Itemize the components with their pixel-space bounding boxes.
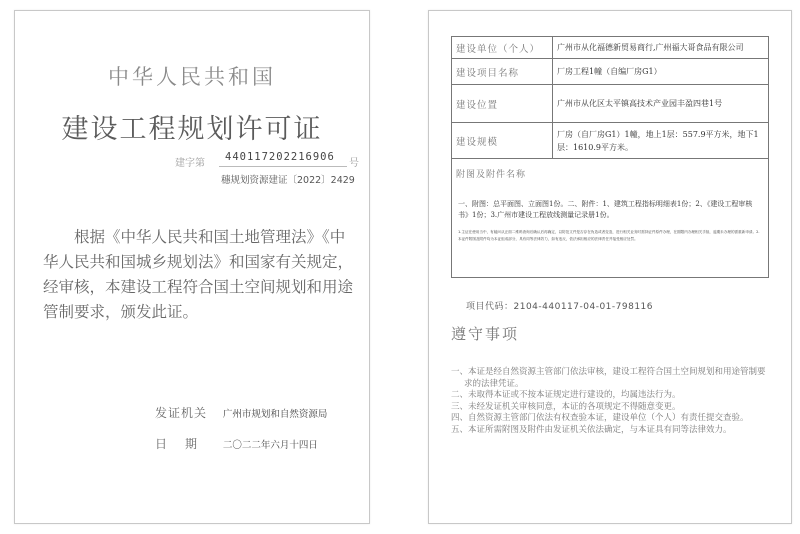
row-value: 厂房工程1幢（自编厂房G1） <box>553 59 769 85</box>
certificate-title: 建设工程规划许可证 <box>61 114 323 145</box>
issuer-value: 广州市规划和自然资源局 <box>222 409 328 420</box>
row-value: 厂房（自厂房G1）1幢，地上1层：557.9平方米，地下1层：1610.9平方米。 <box>553 123 769 159</box>
table-row <box>452 159 769 278</box>
certificate-number: 440117202216906 <box>225 151 335 163</box>
attachments-label: 附图及附件名称 <box>456 170 527 180</box>
date-label: 日期 <box>155 437 216 451</box>
row-value: 广州市从化区太平镇高技术产业园丰盈四巷1号 <box>553 85 769 123</box>
notes-title: 遵守事项 <box>451 325 520 343</box>
certificate-document-number: 穗规划资源建证〔2022〕2429 <box>221 175 355 186</box>
table-row <box>452 123 769 159</box>
notes-list <box>451 367 773 436</box>
table-row <box>452 37 769 59</box>
list-item: 四、自然资源主管部门依法有权查验本证，建设单位（个人）有责任提交查验。 <box>451 413 749 423</box>
attachments-text: 一、附图：总平面图、立面图1份。二、附件：1、建筑工程指标明细表1份；2、《建设工程审核书》1份；3.广州市建设工程放线测量记录册1份。 <box>458 200 753 219</box>
list-item: 五、本证所需附图及附件由发证机关依法确定，与本证具有同等法律效力。 <box>451 424 732 435</box>
country-name: 中华人民共和国 <box>108 65 276 89</box>
number-underline <box>219 166 347 167</box>
attachments-fine-print: 1.主证在使用当中，有疑问从正面二维码查询后确认后再确定，以防范文件是否存在伪造或者变造，进行相关业务时需持证件原件办理，在期限内办理相关手续，逾期未办理的需重新申请。2.本证件附图及附件均为本证组成部分，具有同等法律效力，如有违反，依法承担相应的法律责任并接受相应处罚。 <box>458 230 760 241</box>
row-label: 建设位置 <box>452 85 553 123</box>
number-suffix: 号 <box>349 158 359 169</box>
row-value: 广州市从化福德新贸易商行,广州福大哥食品有限公司 <box>553 37 769 59</box>
certificate-body-text: 根据《中华人民共和国土地管理法》《中华人民共和国城乡规划法》和国家有关规定，经审核，本建设工程符合国土空间规划和用途管制要求，颁发此证。 <box>43 228 354 321</box>
table-row <box>452 59 769 85</box>
row-label: 建设单位（个人） <box>452 37 553 59</box>
issuer-label: 发证机关 <box>155 406 208 420</box>
certificate-front-page <box>14 10 370 524</box>
attachments-cell <box>452 159 769 278</box>
date-value: 二〇二二年六月十四日 <box>222 440 318 451</box>
project-info-table <box>451 36 769 278</box>
list-item: 三、未经发证机关审核同意，本证的各项规定不得随意变更。 <box>451 401 681 412</box>
table-row <box>452 85 769 123</box>
certificate-back-page <box>428 10 792 524</box>
row-label: 建设项目名称 <box>452 59 553 85</box>
number-prefix: 建字第 <box>175 158 205 169</box>
project-code: 项目代码：2104-440117-04-01-798116 <box>466 302 654 312</box>
list-item: 二、未取得本证或不按本证规定进行建设的，均属违法行为。 <box>451 390 681 400</box>
row-label: 建设规模 <box>452 123 553 159</box>
list-item: 一、本证是经自然资源主管部门依法审核，建设工程符合国土空间规划和用途管制要求的法律凭证。 <box>451 367 766 389</box>
issuer-row <box>155 404 327 421</box>
date-row <box>155 435 318 452</box>
